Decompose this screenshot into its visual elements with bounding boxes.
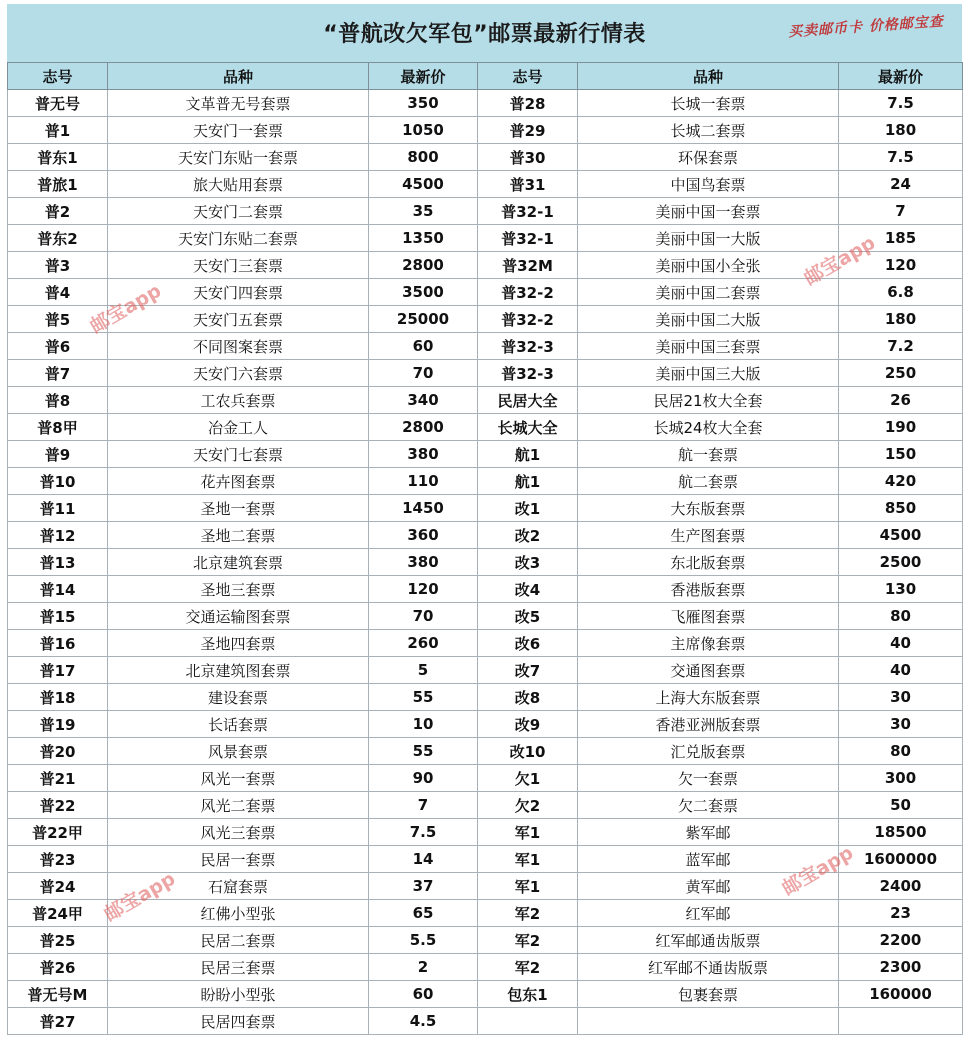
stamp-code-cell: 普14 [8, 576, 108, 603]
stamp-name-cell: 东北版套票 [578, 549, 839, 576]
table-row [8, 387, 963, 414]
price-cell: 7 [839, 198, 963, 225]
stamp-code-cell: 普32-3 [478, 333, 578, 360]
stamp-code-cell: 普32-1 [478, 198, 578, 225]
price-cell: 80 [839, 603, 963, 630]
table-row [8, 144, 963, 171]
table-row [8, 414, 963, 441]
title-bar [7, 4, 962, 62]
stamp-code-cell: 普12 [8, 522, 108, 549]
stamp-name-cell: 天安门东贴二套票 [108, 225, 369, 252]
stamp-name-cell: 中国鸟套票 [578, 171, 839, 198]
table-row [8, 117, 963, 144]
price-cell: 60 [369, 333, 478, 360]
price-cell: 120 [839, 252, 963, 279]
stamp-code-cell: 普17 [8, 657, 108, 684]
stamp-code-cell: 普22 [8, 792, 108, 819]
table-row [8, 765, 963, 792]
watermark: 邮宝app [100, 867, 180, 926]
stamp-name-cell: 主席像套票 [578, 630, 839, 657]
stamp-name-cell: 美丽中国三大版 [578, 360, 839, 387]
stamp-name-cell: 大东版套票 [578, 495, 839, 522]
price-cell: 7.5 [369, 819, 478, 846]
stamp-code-cell: 普旅1 [8, 171, 108, 198]
table-body [8, 90, 963, 1035]
price-cell: 4500 [369, 171, 478, 198]
stamp-name-cell: 文革普无号套票 [108, 90, 369, 117]
price-cell: 55 [369, 738, 478, 765]
price-cell: 18500 [839, 819, 963, 846]
stamp-name-cell: 民居一套票 [108, 846, 369, 873]
stamp-code-cell: 普18 [8, 684, 108, 711]
stamp-name-cell: 圣地一套票 [108, 495, 369, 522]
price-cell: 185 [839, 225, 963, 252]
stamp-name-cell: 美丽中国一大版 [578, 225, 839, 252]
stamp-code-cell: 普6 [8, 333, 108, 360]
stamp-code-cell: 普23 [8, 846, 108, 873]
stamp-code-cell: 普24甲 [8, 900, 108, 927]
stamp-code-cell: 普9 [8, 441, 108, 468]
price-cell: 5 [369, 657, 478, 684]
stamp-code-cell: 普26 [8, 954, 108, 981]
table-row [8, 549, 963, 576]
table-row [8, 333, 963, 360]
table-row [8, 819, 963, 846]
price-cell: 850 [839, 495, 963, 522]
column-header-price-left: 最新价 [369, 63, 478, 90]
stamp-code-cell: 军2 [478, 900, 578, 927]
price-cell: 14 [369, 846, 478, 873]
stamp-code-cell: 普24 [8, 873, 108, 900]
price-cell: 3500 [369, 279, 478, 306]
price-cell: 70 [369, 360, 478, 387]
price-cell: 2400 [839, 873, 963, 900]
price-cell: 7.5 [839, 144, 963, 171]
price-cell: 340 [369, 387, 478, 414]
stamp-code-cell: 普27 [8, 1008, 108, 1035]
stamp-code-cell: 普1 [8, 117, 108, 144]
stamp-code-cell: 欠2 [478, 792, 578, 819]
price-cell: 5.5 [369, 927, 478, 954]
slogan-text: 买卖邮币卡 价格邮宝查 [787, 13, 945, 41]
stamp-name-cell: 生产图套票 [578, 522, 839, 549]
stamp-name-cell: 不同图案套票 [108, 333, 369, 360]
stamp-name-cell: 天安门五套票 [108, 306, 369, 333]
stamp-name-cell: 长话套票 [108, 711, 369, 738]
stamp-name-cell: 交通图套票 [578, 657, 839, 684]
stamp-name-cell: 天安门二套票 [108, 198, 369, 225]
stamp-name-cell: 民居三套票 [108, 954, 369, 981]
stamp-code-cell: 长城大全 [478, 414, 578, 441]
price-cell: 90 [369, 765, 478, 792]
stamp-code-cell: 普20 [8, 738, 108, 765]
stamp-code-cell: 普15 [8, 603, 108, 630]
table-row [8, 981, 963, 1008]
price-cell: 190 [839, 414, 963, 441]
stamp-code-cell: 欠1 [478, 765, 578, 792]
price-cell: 130 [839, 576, 963, 603]
stamp-name-cell: 航一套票 [578, 441, 839, 468]
price-cell: 2500 [839, 549, 963, 576]
stamp-code-cell: 普无号M [8, 981, 108, 1008]
stamp-code-cell: 普32-2 [478, 279, 578, 306]
stamp-name-cell: 北京建筑图套票 [108, 657, 369, 684]
stamp-code-cell: 普32-3 [478, 360, 578, 387]
watermark: 邮宝app [86, 279, 166, 338]
table-row [8, 360, 963, 387]
stamp-name-cell: 长城24枚大全套 [578, 414, 839, 441]
stamp-name-cell: 交通运输图套票 [108, 603, 369, 630]
table-row [8, 306, 963, 333]
price-cell: 1600000 [839, 846, 963, 873]
price-cell: 150 [839, 441, 963, 468]
table-row [8, 441, 963, 468]
stamp-code-cell: 普5 [8, 306, 108, 333]
stamp-name-cell: 风光一套票 [108, 765, 369, 792]
stamp-name-cell: 黄军邮 [578, 873, 839, 900]
price-cell: 7.5 [839, 90, 963, 117]
stamp-code-cell: 军1 [478, 873, 578, 900]
stamp-name-cell: 民居四套票 [108, 1008, 369, 1035]
stamp-code-cell: 普东1 [8, 144, 108, 171]
table-row [8, 738, 963, 765]
stamp-name-cell: 民居21枚大全套 [578, 387, 839, 414]
price-cell: 37 [369, 873, 478, 900]
price-cell: 7 [369, 792, 478, 819]
page-title: “普航改欠军包”邮票最新行情表 [323, 22, 646, 47]
price-cell: 25000 [369, 306, 478, 333]
price-cell: 1450 [369, 495, 478, 522]
price-cell: 50 [839, 792, 963, 819]
stamp-name-cell: 汇兑版套票 [578, 738, 839, 765]
stamp-code-cell: 民居大全 [478, 387, 578, 414]
stamp-name-cell: 蓝军邮 [578, 846, 839, 873]
price-cell: 30 [839, 684, 963, 711]
stamp-name-cell: 包裹套票 [578, 981, 839, 1008]
table-row [8, 630, 963, 657]
stamp-code-cell: 改9 [478, 711, 578, 738]
stamp-name-cell: 工农兵套票 [108, 387, 369, 414]
price-cell: 380 [369, 441, 478, 468]
stamp-code-cell: 军1 [478, 819, 578, 846]
stamp-name-cell: 航二套票 [578, 468, 839, 495]
price-cell: 60 [369, 981, 478, 1008]
stamp-name-cell: 花卉图套票 [108, 468, 369, 495]
stamp-name-cell: 天安门三套票 [108, 252, 369, 279]
price-cell: 40 [839, 657, 963, 684]
table-row [8, 684, 963, 711]
stamp-code-cell: 普8 [8, 387, 108, 414]
stamp-code-cell: 改4 [478, 576, 578, 603]
price-cell: 23 [839, 900, 963, 927]
stamp-code-cell: 普4 [8, 279, 108, 306]
price-cell: 420 [839, 468, 963, 495]
table-row [8, 603, 963, 630]
stamp-name-cell: 红军邮不通齿版票 [578, 954, 839, 981]
stamp-code-cell: 改1 [478, 495, 578, 522]
table-row [8, 468, 963, 495]
column-header-name-left: 品种 [108, 63, 369, 90]
stamp-name-cell: 红佛小型张 [108, 900, 369, 927]
stamp-name-cell: 香港亚洲版套票 [578, 711, 839, 738]
stamp-name-cell: 建设套票 [108, 684, 369, 711]
price-cell: 65 [369, 900, 478, 927]
stamp-code-cell: 航1 [478, 468, 578, 495]
stamp-code-cell: 普21 [8, 765, 108, 792]
stamp-code-cell: 改8 [478, 684, 578, 711]
watermark: 邮宝app [778, 841, 858, 900]
price-cell [839, 1008, 963, 1035]
stamp-name-cell: 美丽中国二大版 [578, 306, 839, 333]
price-cell: 800 [369, 144, 478, 171]
table-row [8, 846, 963, 873]
price-cell: 2800 [369, 414, 478, 441]
price-cell: 2300 [839, 954, 963, 981]
price-cell: 70 [369, 603, 478, 630]
stamp-name-cell: 石窟套票 [108, 873, 369, 900]
stamp-code-cell: 改3 [478, 549, 578, 576]
price-cell: 80 [839, 738, 963, 765]
stamp-name-cell: 美丽中国二套票 [578, 279, 839, 306]
stamp-code-cell: 普32-2 [478, 306, 578, 333]
stamp-name-cell: 圣地二套票 [108, 522, 369, 549]
price-cell: 40 [839, 630, 963, 657]
stamp-name-cell: 风景套票 [108, 738, 369, 765]
stamp-name-cell: 圣地四套票 [108, 630, 369, 657]
table-row [8, 90, 963, 117]
table-header-row [8, 63, 963, 90]
stamp-code-cell: 普19 [8, 711, 108, 738]
table-row [8, 1008, 963, 1035]
stamp-code-cell: 军2 [478, 927, 578, 954]
stamp-code-cell: 普31 [478, 171, 578, 198]
watermark: 邮宝app [800, 231, 880, 290]
stamp-name-cell: 上海大东版套票 [578, 684, 839, 711]
table-row [8, 171, 963, 198]
stamp-name-cell: 美丽中国小全张 [578, 252, 839, 279]
price-cell: 1050 [369, 117, 478, 144]
column-header-code-left: 志号 [8, 63, 108, 90]
stamp-code-cell: 改10 [478, 738, 578, 765]
price-cell: 2800 [369, 252, 478, 279]
stamp-name-cell: 冶金工人 [108, 414, 369, 441]
table-row [8, 576, 963, 603]
stamp-code-cell: 航1 [478, 441, 578, 468]
stamp-code-cell: 普东2 [8, 225, 108, 252]
price-cell: 180 [839, 306, 963, 333]
stamp-name-cell: 美丽中国三套票 [578, 333, 839, 360]
table-row [8, 927, 963, 954]
stamp-code-cell: 普32M [478, 252, 578, 279]
price-cell: 160000 [839, 981, 963, 1008]
price-cell: 350 [369, 90, 478, 117]
stamp-name-cell: 长城一套票 [578, 90, 839, 117]
stamp-code-cell: 军1 [478, 846, 578, 873]
table-row [8, 954, 963, 981]
stamp-code-cell: 普28 [478, 90, 578, 117]
table-row [8, 252, 963, 279]
price-cell: 120 [369, 576, 478, 603]
price-cell: 300 [839, 765, 963, 792]
price-cell: 250 [839, 360, 963, 387]
table-row [8, 900, 963, 927]
table-row [8, 792, 963, 819]
stamp-code-cell: 普25 [8, 927, 108, 954]
stamp-code-cell: 普8甲 [8, 414, 108, 441]
stamp-code-cell: 普13 [8, 549, 108, 576]
price-cell: 55 [369, 684, 478, 711]
stamp-name-cell: 红军邮 [578, 900, 839, 927]
price-cell: 380 [369, 549, 478, 576]
stamp-code-cell: 改6 [478, 630, 578, 657]
stamp-code-cell: 普11 [8, 495, 108, 522]
stamp-name-cell [578, 1008, 839, 1035]
stamp-code-cell: 改5 [478, 603, 578, 630]
stamp-code-cell: 普2 [8, 198, 108, 225]
stamp-code-cell: 军2 [478, 954, 578, 981]
price-cell: 360 [369, 522, 478, 549]
stamp-name-cell: 香港版套票 [578, 576, 839, 603]
table-row [8, 198, 963, 225]
stamp-name-cell: 天安门七套票 [108, 441, 369, 468]
stamp-name-cell: 欠二套票 [578, 792, 839, 819]
stamp-name-cell: 环保套票 [578, 144, 839, 171]
price-cell: 35 [369, 198, 478, 225]
table-row [8, 873, 963, 900]
column-header-code-right: 志号 [478, 63, 578, 90]
stamp-code-cell: 普16 [8, 630, 108, 657]
price-cell: 2 [369, 954, 478, 981]
stamp-name-cell: 民居二套票 [108, 927, 369, 954]
stamp-code-cell: 普22甲 [8, 819, 108, 846]
stamp-name-cell: 天安门四套票 [108, 279, 369, 306]
table-row [8, 522, 963, 549]
stamp-name-cell: 圣地三套票 [108, 576, 369, 603]
stamp-name-cell: 飞雁图套票 [578, 603, 839, 630]
price-cell: 260 [369, 630, 478, 657]
price-cell: 30 [839, 711, 963, 738]
stamp-name-cell: 欠一套票 [578, 765, 839, 792]
stamp-code-cell: 普10 [8, 468, 108, 495]
stamp-name-cell: 长城二套票 [578, 117, 839, 144]
stamp-name-cell: 风光二套票 [108, 792, 369, 819]
stamp-name-cell: 天安门六套票 [108, 360, 369, 387]
stamp-code-cell: 普无号 [8, 90, 108, 117]
stamp-name-cell: 旅大贴用套票 [108, 171, 369, 198]
stamp-code-cell [478, 1008, 578, 1035]
stamp-code-cell: 普3 [8, 252, 108, 279]
table-row [8, 711, 963, 738]
price-cell: 1350 [369, 225, 478, 252]
column-header-name-right: 品种 [578, 63, 839, 90]
price-cell: 10 [369, 711, 478, 738]
stamp-name-cell: 天安门一套票 [108, 117, 369, 144]
price-table [7, 62, 963, 1035]
table-row [8, 495, 963, 522]
table-row [8, 225, 963, 252]
price-cell: 110 [369, 468, 478, 495]
stamp-name-cell: 天安门东贴一套票 [108, 144, 369, 171]
table-row [8, 279, 963, 306]
column-header-price-right: 最新价 [839, 63, 963, 90]
stamp-name-cell: 紫军邮 [578, 819, 839, 846]
stamp-name-cell: 红军邮通齿版票 [578, 927, 839, 954]
stamp-code-cell: 包东1 [478, 981, 578, 1008]
price-cell: 180 [839, 117, 963, 144]
price-cell: 2200 [839, 927, 963, 954]
price-cell: 24 [839, 171, 963, 198]
stamp-code-cell: 普32-1 [478, 225, 578, 252]
price-cell: 4.5 [369, 1008, 478, 1035]
stamp-name-cell: 美丽中国一套票 [578, 198, 839, 225]
price-cell: 26 [839, 387, 963, 414]
stamp-code-cell: 普7 [8, 360, 108, 387]
stamp-name-cell: 盼盼小型张 [108, 981, 369, 1008]
stamp-code-cell: 普30 [478, 144, 578, 171]
table-row [8, 657, 963, 684]
stamp-code-cell: 改7 [478, 657, 578, 684]
price-cell: 4500 [839, 522, 963, 549]
price-cell: 7.2 [839, 333, 963, 360]
price-cell: 6.8 [839, 279, 963, 306]
stamp-name-cell: 北京建筑套票 [108, 549, 369, 576]
stamp-name-cell: 风光三套票 [108, 819, 369, 846]
stamp-code-cell: 改2 [478, 522, 578, 549]
stamp-code-cell: 普29 [478, 117, 578, 144]
